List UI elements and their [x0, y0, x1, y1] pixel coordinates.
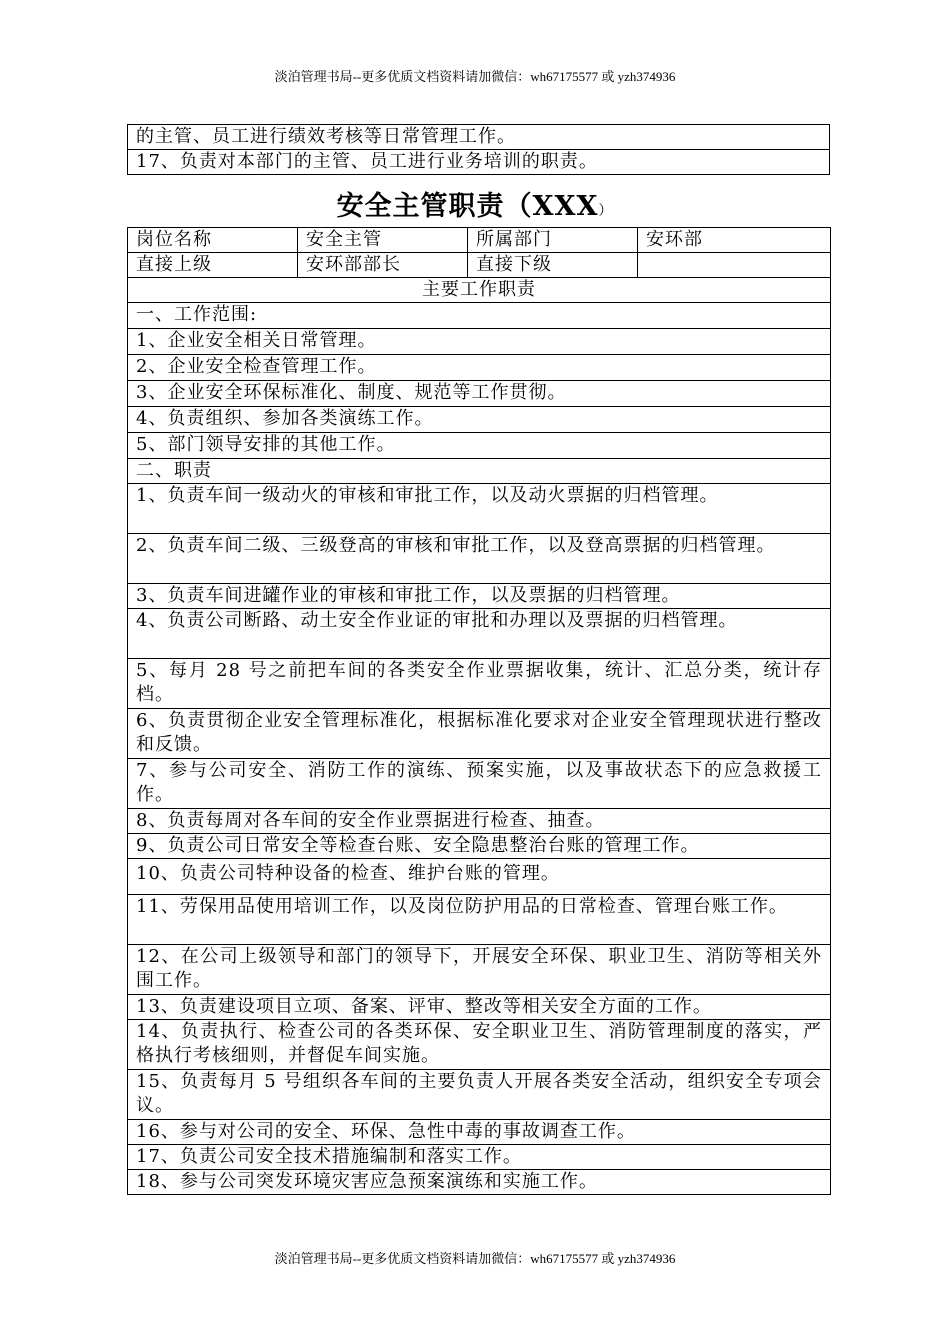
job-duties-table: [127, 227, 831, 1195]
scope-item: 2、企业安全检查管理工作。: [128, 355, 831, 381]
superior-label: 直接上级: [128, 253, 298, 278]
scope-item: 3、企业安全环保标准化、制度、规范等工作贯彻。: [128, 381, 831, 407]
scope-item: 4、负责组织、参加各类演练工作。: [128, 407, 831, 433]
page-title: [0, 184, 950, 223]
prev-line-1: 的主管、员工进行绩效考核等日常管理工作。: [128, 125, 830, 150]
dept-value: 安环部: [638, 228, 831, 253]
title-main: 安全主管职责（XXX: [336, 191, 599, 222]
duty-item: 18、参与公司突发环境灾害应急预案演练和实施工作。: [128, 1170, 831, 1195]
duty-item: 15、负责每月 5 号组织各车间的主要负责人开展各类安全活动，组织安全专项会议。: [128, 1070, 831, 1120]
duty-item: 8、负责每周对各车间的安全作业票据进行检查、抽查。: [128, 809, 831, 834]
duty-item: 13、负责建设项目立项、备案、评审、整改等相关安全方面的工作。: [128, 995, 831, 1020]
superior-value: 安环部部长: [298, 253, 468, 278]
duty-item: 9、负责公司日常安全等检查台账、安全隐患整治台账的管理工作。: [128, 834, 831, 859]
duty-item: 4、负责公司断路、动土安全作业证的审批和办理以及票据的归档管理。: [128, 609, 831, 659]
dept-label: 所属部门: [468, 228, 638, 253]
main-duties-heading: 主要工作职责: [128, 278, 831, 303]
duties-heading: 二、职责: [128, 459, 831, 484]
scope-item: 1、企业安全相关日常管理。: [128, 329, 831, 355]
duty-item: 1、负责车间一级动火的审核和审批工作，以及动火票据的归档管理。: [128, 484, 831, 534]
duty-item: 3、负责车间进罐作业的审核和审批工作，以及票据的归档管理。: [128, 584, 831, 609]
scope-heading: 一、工作范围:: [128, 303, 831, 329]
page-footer: 淡泊管理书局--更多优质文档资料请加微信：wh67175577 或 yzh374936: [274, 1251, 676, 1266]
prev-line-2: 17、负责对本部门的主管、员工进行业务培训的职责。: [128, 150, 830, 175]
duty-item: 16、参与对公司的安全、环保、急性中毒的事故调查工作。: [128, 1120, 831, 1145]
position-value: 安全主管: [298, 228, 468, 253]
duty-item: 12、在公司上级领导和部门的领导下，开展安全环保、职业卫生、消防等相关外围工作。: [128, 945, 831, 995]
previous-section-table: [127, 124, 830, 175]
duty-item: 6、负责贯彻企业安全管理标准化，根据标准化要求对企业安全管理现状进行整改和反馈。: [128, 709, 831, 759]
duty-item: 14、负责执行、检查公司的各类环保、安全职业卫生、消防管理制度的落实，严格执行考核细则，并督促车间实施。: [128, 1020, 831, 1070]
page-header: 淡泊管理书局--更多优质文档资料请加微信：wh67175577 或 yzh374936: [274, 69, 676, 84]
duty-item: 10、负责公司特种设备的检查、维护台账的管理。: [128, 859, 831, 895]
duty-item: 2、负责车间二级、三级登高的审核和审批工作，以及登高票据的归档管理。: [128, 534, 831, 584]
subordinate-label: 直接下级: [468, 253, 638, 278]
scope-item: 5、部门领导安排的其他工作。: [128, 433, 831, 459]
duty-item: 11、劳保用品使用培训工作，以及岗位防护用品的日常检查、管理台账工作。: [128, 895, 831, 945]
subordinate-value: [638, 253, 831, 278]
position-label: 岗位名称: [128, 228, 298, 253]
duty-item: 7、参与公司安全、消防工作的演练、预案实施，以及事故状态下的应急救援工作。: [128, 759, 831, 809]
title-close: ）: [598, 203, 614, 219]
duty-item: 5、每月 28 号之前把车间的各类安全作业票据收集，统计、汇总分类，统计存档。: [128, 659, 831, 709]
duty-item: 17、负责公司安全技术措施编制和落实工作。: [128, 1145, 831, 1170]
